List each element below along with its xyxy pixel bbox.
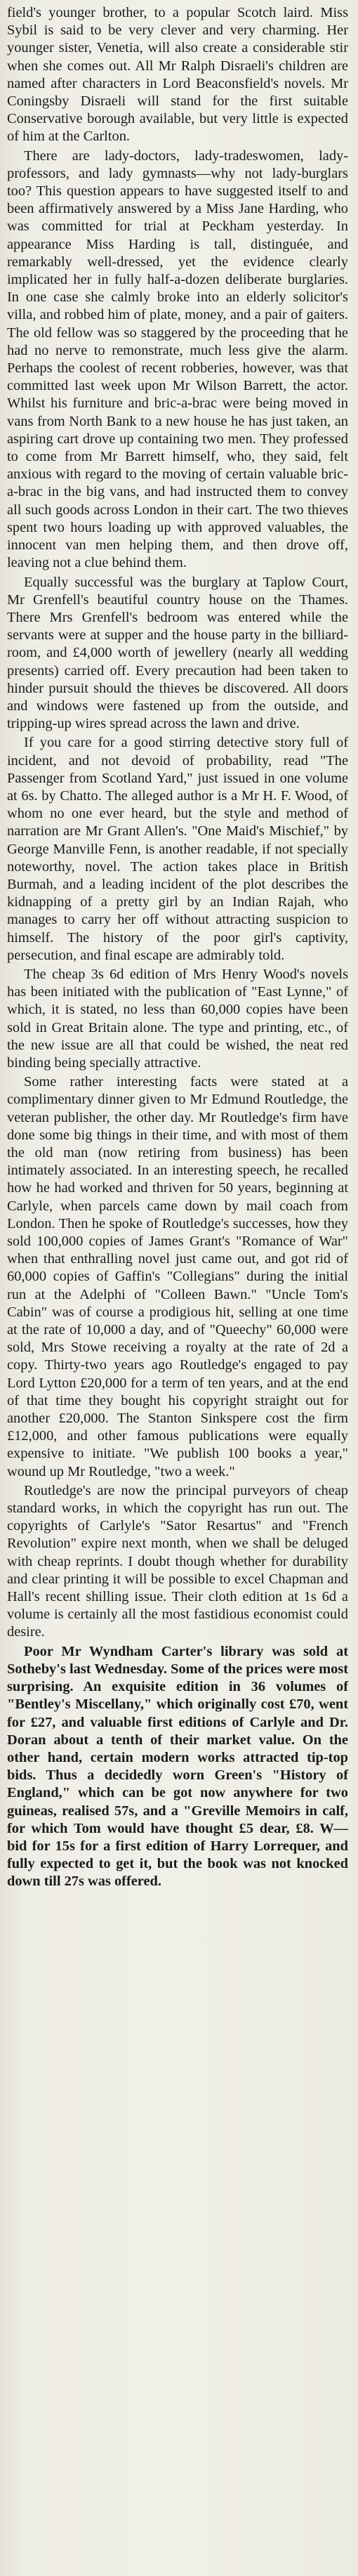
paragraph-routledge-dinner: Some rather interesting facts were stated at a complimentary dinner given to Mr Edmund Routledge, the veteran publisher, the other day. Mr Routledge's firm have done some big things in their time, and with most of them the old man (now retiring from business) has been intimately associated. In an interesting speech, he recalled how he had worked and thriven for 50 years, beginning at Carlyle, when parcels came down by mail coach from London. Then he spoke of Routledge's successes, how they sold 100,000 copies of James Grant's "Romance of War" when that enthralling novel just came out, and got rid of 60,000 copies of Gaffin's "Collegians" during the initial run at the Adelphi of "Colleen Bawn." "Uncle Tom's Cabin" was of course a prodigious hit, selling at one time at the rate of 10,000 a day, and of "Queechy" 60,000 were sold, Mrs Stowe receiving a royalty at the rate of 2d a copy. Thirty-two years ago Routledge's engaged to pay Lord Lytton £20,000 for a term of ten years, and at the end of that time they bought his copyright straight out for another £20,000. The Stanton Sinkspere cost the firm £12,000, and other famous publications were equally expensive to initiate. "We publish 100 books a year," wound up Mr Routledge, "two a week."	[7, 1074, 348, 1479]
paragraph-cheap-standard-works: Routledge's are now the principal purveyors of cheap standard works, in which the copyright has run out. The copyrights of Carlyle's "Sator Resartus" and "French Revolution" expire next month, when we shall be deluged with cheap reprints. I doubt though whether for durability and clear printing it will be possible to excel Chapman and Hall's recent shilling issue. Their cloth edition at 1s 6d a volume is certainly all the most fastidious economist could desire.	[7, 1482, 348, 1640]
paragraph-disraeli-family: field's younger brother, to a popular Scotch laird. Miss Sybil is said to be very clever and very charming. Her younger sister, Venetia, will also create a considerable stir when she comes out. All Mr Ralph Disraeli's children are named after characters in Lord Beaconsfield's novels. Mr Coningsby Disraeli will stand for the first suitable Conservative borough available, but very little is expected of him at the Carlton.	[7, 5, 348, 145]
paragraph-carter-library-sale: Poor Mr Wyndham Carter's library was sold at Sotheby's last Wednesday. Some of the prices were most surprising. An exquisite edition in 36 volumes of "Bentley's Miscellany," which originally cost £70, went for £27, and valuable first editions of Carlyle and Dr. Doran about a tenth of their market value. On the other hand, certain modern works attracted tip-top bids. Thus a decidedly worn Green's "History of England," which can be got now anywhere for two guineas, realised 57s, and a "Greville Memoirs in calf, for which Tom would have thought £5 dear, £8. W— bid for 15s for a first edition of Harry Lorrequer, and fully expected to get it, but the book was not knocked down till 27s was offered.	[7, 1643, 348, 1890]
paragraph-east-lynne-edition: The cheap 3s 6d edition of Mrs Henry Wood's novels has been initiated with the publication of "East Lynne," of which, it is stated, no less than 60,000 copies have been sold in Great Britain alone. The type and printing, etc., of the new issue are all that could be wished, the neat red binding being specially attractive.	[7, 966, 348, 1071]
paragraph-taplow-court-burglary: Equally successful was the burglary at Taplow Court, Mr Grenfell's beautiful country house on the Thames. There Mrs Grenfell's bedroom was entered while the servants were at supper and the house party in the billiard-room, and £4,000 worth of jewellery (nearly all wedding presents) carried off. Every precaution had been taken to hinder pursuit should the thieves be discovered. All doors and windows were fastened up from the outside, and tripping-up wires spread across the lawn and drive.	[7, 574, 348, 732]
paragraph-lady-burglars: There are lady-doctors, lady-tradeswomen, lady-professors, and lady gymnasts—why not lady-burglars too? This question appears to have suggested itself to and been affirmatively answered by a Miss Jane Harding, who was committed for trial at Peckham yesterday. In appearance Miss Harding is tall, distinguée, and remarkably well-dressed, yet the evidence clearly implicated her in fully half-a-dozen deliberate burglaries. In one case she calmly broke into an elderly solicitor's villa, and robbed him of plate, money, and a pair of gaiters. The old fellow was so staggered by the proceeding that he had no nerve to remonstrate, much less give the alarm. Perhaps the coolest of recent robberies, however, was that committed last week upon Mr Wilson Barrett, the actor. Whilst his furniture and bric-a-brac were being moved in vans from North Bank to a new house he has just taken, an aspiring cart drove up containing two men. They professed to come from Mr Barrett himself, who, they said, felt anxious with regard to the moving of certain valuable bric-a-brac in the big vans, and had instructed them to convey all such goods across London in their cart. The two thieves spent two hours loading up with approved valuables, the innocent van men helping them, and then drove off, leaving not a clue behind them.	[7, 148, 348, 571]
paragraph-detective-story-reviews: If you care for a good stirring detective story full of incident, and not devoid of probability, read "The Passenger from Scotland Yard," just issued in one volume at 6s. by Chatto. The alleged author is a Mr H. F. Wood, of whom no one ever heard, but the style and method of narration are Mr Grant Allen's. "One Maid's Mischief," by George Manville Fenn, is another readable, if not specially noteworthy, novel. The action takes place in British Burmah, and a leading incident of the plot describes the kidnapping of a pretty girl by an Indian Rajah, who manages to carry her off without attracting suspicion to himself. The history of the poor girl's captivity, persecution, and final escape are admirably told.	[7, 735, 348, 963]
